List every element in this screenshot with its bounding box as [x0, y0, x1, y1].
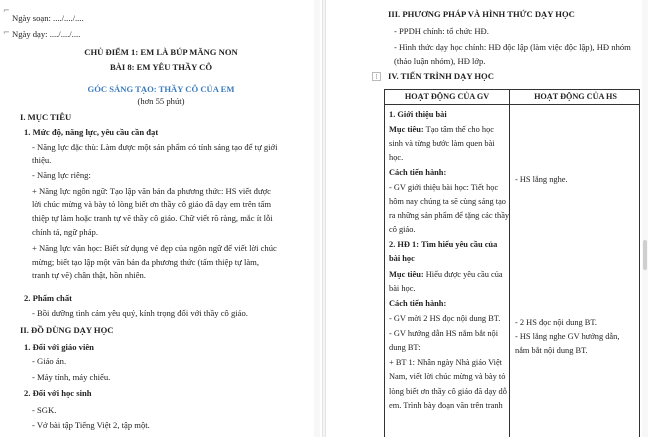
duration: (hơn 55 phút) [137, 96, 185, 106]
left-paragraph-line: - Năng lực đặc thù: Làm được một sản phẩm có tính sáng tạo để tự giới [32, 142, 278, 152]
gv-line: ra những sản phẩm để tặng các thầy [389, 211, 510, 220]
gv-line: bài học. [389, 284, 416, 293]
section3-line: - PPDH chính: tổ chức HĐ. [394, 26, 489, 36]
left-paragraph-line: + Năng lực ngôn ngữ: Tạo lập văn bản đa phương thức: HS viết được [32, 186, 271, 196]
gv-line: em. Trình bày đoạn văn trên tranh [389, 401, 503, 410]
left-paragraph-line: - Vở bài tập Tiếng Việt 2, tập một. [32, 420, 150, 430]
gv-line: dung BT: [389, 343, 421, 352]
gv-line: cô giáo. [389, 225, 416, 234]
left-paragraph-line: - Bồi dưỡng tình cảm yêu quý, kính trọng đối với thầy cô giáo. [32, 308, 248, 318]
section3-title: III. PHƯƠNG PHÁP VÀ HÌNH THỨC DẠY HỌC [388, 9, 575, 19]
move-handle-icon[interactable]: ⁞ [372, 72, 381, 81]
document-page-right [326, 0, 650, 437]
hs-line: nắm bắt nội dung BT. [515, 346, 588, 355]
date-taught: Ngày dạy: ..../..../.... [12, 29, 81, 39]
left-paragraph-line: chính tả, ngữ pháp. [32, 227, 98, 237]
gv-line: lòng biết ơn thầy cô giáo đã dạy dỗ [389, 387, 507, 396]
lesson-title: BÀI 8: EM YÊU THẦY CÔ [109, 62, 213, 72]
gv-heading: 1. Giới thiệu bài [389, 110, 447, 119]
margin-corner-icon: ⌐ [3, 28, 10, 37]
left-paragraph-line: lời chúc mừng và bày tỏ lòng biết ơn thầy cô giáo đã dạy em trên tấm [32, 199, 272, 209]
section4-title: IV. TIẾN TRÌNH DẠY HỌC [388, 71, 494, 81]
date-prepared: Ngày soạn: ..../..../.... [12, 13, 84, 23]
section3-line: (thảo luận nhóm), HĐ lớp. [394, 56, 486, 66]
gv-line [389, 125, 494, 135]
gv-line: + BT 1: Nhân ngày Nhà giáo Việt [389, 358, 502, 367]
left-heading: 2. Phẩm chất [24, 293, 72, 303]
scrollbar-left[interactable] [314, 0, 320, 437]
left-heading: 2. Đối với học sinh [24, 388, 92, 398]
hs-line: - HS lắng nghe. [515, 175, 568, 184]
gv-line: học. [389, 153, 404, 162]
left-paragraph-line: - Năng lực riêng: [32, 170, 91, 180]
left-paragraph-line: + Năng lực văn học: Biết sử dụng vẻ đẹp của ngôn ngữ để viết lời chúc [32, 243, 277, 253]
left-paragraph-line: thiệp tự làm hoặc tranh tự vẽ thầy cô giáo. Chữ viết rõ ràng, mắc ít lỗi [32, 213, 273, 223]
left-paragraph-line: - SGK. [32, 405, 57, 415]
gv-label-text: Tạo tâm thế cho học [423, 125, 494, 134]
left-paragraph-line: mừng; biết tạo lập một văn bản đa phương thức (tấm thiệp tự làm, [32, 257, 259, 267]
gv-line [389, 270, 503, 280]
gv-line: sinh và từng bước làm quen bài [389, 139, 495, 148]
gv-heading: Cách tiến hành: [389, 168, 447, 177]
theme-title: CHỦ ĐIỂM 1: EM LÀ BÚP MĂNG NON [84, 47, 238, 57]
gv-line: hôm nay chúng ta sẽ cùng sáng tạo [389, 197, 506, 206]
gv-line: - GV giới thiệu bài học: Tiết học [389, 183, 499, 192]
activity-table [384, 89, 640, 437]
margin-corner-icon: ⌐ [3, 6, 10, 15]
scrollbar-right[interactable] [642, 0, 648, 437]
section-title: GÓC SÁNG TẠO: THẦY CÔ CỦA EM [87, 84, 235, 94]
gv-line: - GV mời 2 HS đọc nội dung BT. [389, 314, 501, 323]
left-paragraph-line: tranh tự vẽ) chân thật, hồn nhiên. [32, 270, 146, 280]
gv-label-text: Hiểu được yêu cầu của [423, 270, 503, 279]
table-header-hs: HOẠT ĐỘNG CỦA HS [534, 92, 617, 101]
hs-line: - 2 HS đọc nội dung BT. [515, 318, 597, 327]
gv-heading: 2. HĐ 1: Tìm hiểu yêu cầu của [389, 240, 498, 249]
gv-label: Mục tiêu: [389, 125, 424, 134]
section3-line: - Hình thức dạy học chính: HĐ độc lập (làm việc độc lập), HĐ nhóm [394, 42, 631, 52]
left-paragraph-line: - Máy tính, máy chiếu. [32, 372, 111, 382]
gv-line: - GV hướng dẫn HS nắm bắt nội [389, 329, 499, 338]
hs-line: - HS lắng nghe GV hướng dẫn, [515, 332, 620, 341]
gv-heading: bài học [389, 254, 415, 263]
document-page-left [0, 0, 322, 437]
scrollbar-thumb[interactable] [643, 240, 647, 270]
gv-label: Mục tiêu: [389, 270, 424, 279]
left-heading: 1. Mức độ, năng lực, yêu cầu cần đạt [24, 127, 159, 137]
left-heading: 1. Đối với giáo viên [24, 342, 94, 352]
left-heading: I. MỤC TIÊU [20, 112, 72, 122]
left-paragraph-line: thiệu. [32, 155, 52, 165]
gv-heading: Cách tiến hành: [389, 299, 447, 308]
gv-line: Nam, viết lời chúc mừng và bày tỏ [389, 372, 506, 381]
left-paragraph-line: - Giáo án. [32, 356, 67, 366]
left-heading: II. ĐỒ DÙNG DẠY HỌC [20, 325, 114, 335]
table-header-gv: HOẠT ĐỘNG CỦA GV [404, 92, 490, 101]
